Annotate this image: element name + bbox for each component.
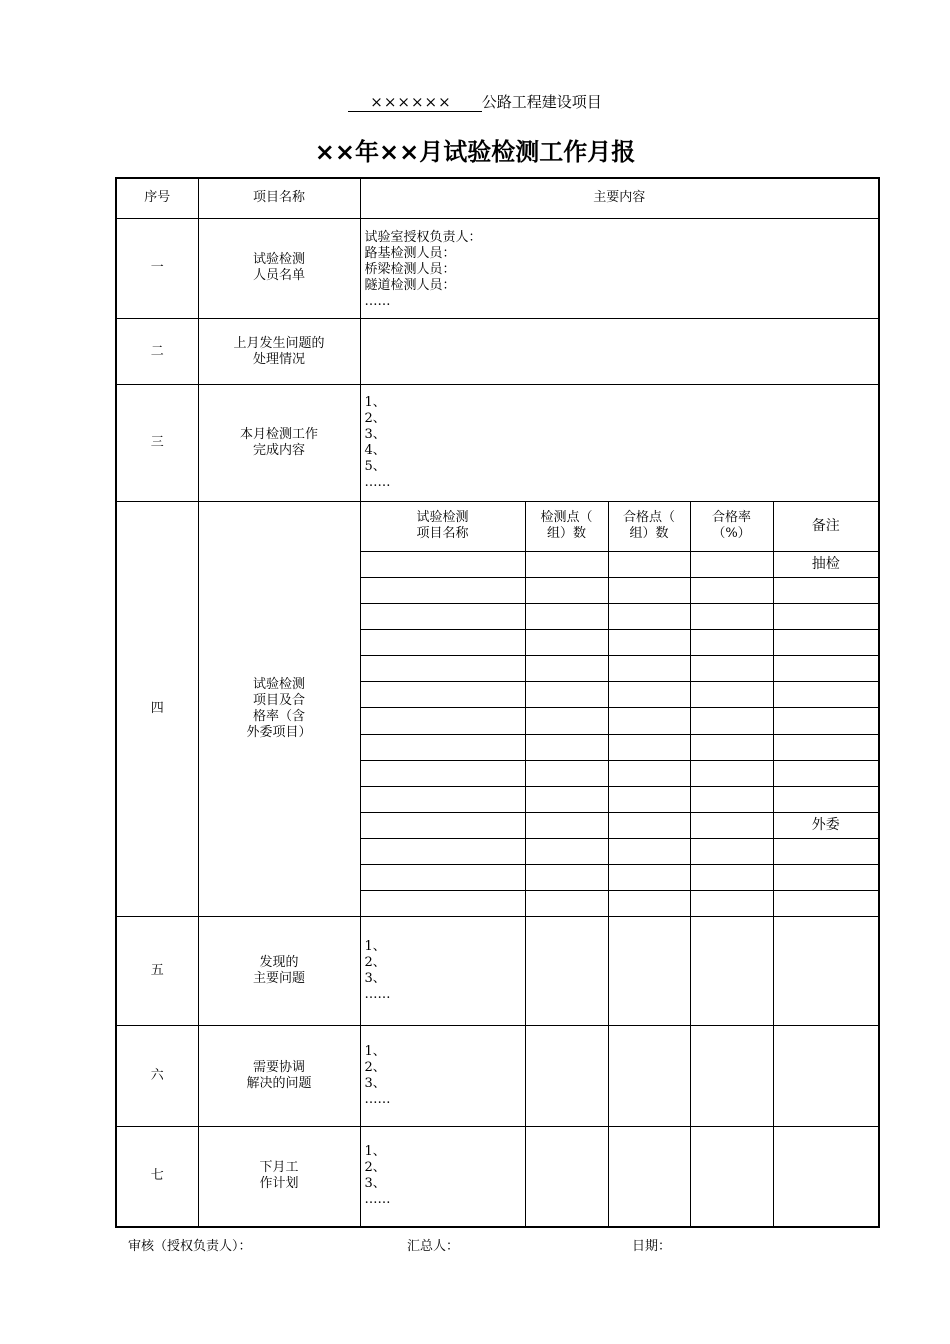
section-content[interactable] — [360, 319, 879, 385]
table-cell[interactable] — [360, 734, 525, 760]
table-cell[interactable] — [608, 577, 690, 603]
table-cell[interactable] — [690, 917, 773, 1025]
subheader-test-item: 试验检测 项目名称 — [360, 501, 525, 551]
table-cell[interactable] — [525, 734, 608, 760]
table-cell[interactable] — [608, 891, 690, 917]
section-row-5 — [116, 917, 879, 1025]
table-cell[interactable] — [773, 786, 879, 812]
table-cell[interactable] — [690, 630, 773, 656]
table-cell[interactable] — [525, 760, 608, 786]
table-cell[interactable] — [773, 577, 879, 603]
table-cell[interactable] — [360, 838, 525, 864]
table-cell[interactable] — [525, 577, 608, 603]
table-cell[interactable] — [360, 812, 525, 838]
table-cell[interactable] — [525, 630, 608, 656]
section-no: 一 — [116, 218, 198, 318]
table-cell[interactable] — [690, 812, 773, 838]
table-cell[interactable] — [608, 865, 690, 891]
table-cell[interactable] — [608, 551, 690, 577]
table-cell[interactable] — [773, 1025, 879, 1126]
table-cell[interactable] — [360, 786, 525, 812]
table-cell[interactable] — [360, 682, 525, 708]
section-content[interactable]: 1、 2、 3、 …… — [360, 1126, 525, 1227]
table-cell[interactable] — [360, 656, 525, 682]
subheader-remarks: 备注 — [773, 501, 879, 551]
section-name: 本月检测工作 完成内容 — [198, 385, 360, 501]
header-item-name: 项目名称 — [198, 178, 360, 218]
table-cell[interactable] — [773, 656, 879, 682]
table-cell[interactable] — [360, 760, 525, 786]
table-cell[interactable] — [360, 577, 525, 603]
table-cell[interactable] — [608, 734, 690, 760]
table-cell[interactable] — [690, 1025, 773, 1126]
table-cell[interactable] — [525, 551, 608, 577]
section-no: 二 — [116, 319, 198, 385]
section-no: 六 — [116, 1025, 198, 1126]
table-cell[interactable] — [690, 734, 773, 760]
table-cell[interactable] — [525, 812, 608, 838]
table-cell[interactable] — [773, 865, 879, 891]
table-cell[interactable] — [608, 760, 690, 786]
table-cell[interactable] — [773, 1126, 879, 1227]
section-name: 试验检测 项目及合 格率（含 外委项目） — [198, 501, 360, 917]
date-label: 日期： — [632, 1239, 672, 1254]
table-cell[interactable] — [690, 786, 773, 812]
section-no: 七 — [116, 1126, 198, 1227]
table-cell[interactable] — [690, 604, 773, 630]
table-cell[interactable] — [690, 551, 773, 577]
table-cell[interactable] — [525, 708, 608, 734]
table-cell[interactable] — [525, 604, 608, 630]
section-row-6 — [116, 1025, 879, 1126]
remark-sampling: 抽检 — [773, 551, 879, 577]
section-row-2 — [116, 319, 879, 385]
table-cell[interactable] — [690, 708, 773, 734]
table-cell[interactable] — [773, 838, 879, 864]
section-name: 上月发生问题的 处理情况 — [198, 319, 360, 385]
table-cell[interactable] — [525, 917, 608, 1025]
table-cell[interactable] — [360, 891, 525, 917]
section-content[interactable]: 试验室授权负责人： 路基检测人员： 桥梁检测人员： 隧道检测人员： …… — [360, 218, 879, 318]
table-cell[interactable] — [525, 786, 608, 812]
section-no: 四 — [116, 501, 198, 917]
project-name-suffix: 公路工程建设项目 — [481, 93, 602, 111]
table-cell[interactable] — [608, 630, 690, 656]
header-main-content: 主要内容 — [360, 178, 879, 218]
table-cell[interactable] — [690, 656, 773, 682]
table-cell[interactable] — [773, 917, 879, 1025]
table-cell[interactable] — [690, 865, 773, 891]
section-row-1 — [116, 218, 879, 318]
table-cell[interactable] — [360, 708, 525, 734]
section-row-3 — [116, 385, 879, 501]
table-cell[interactable] — [773, 604, 879, 630]
remark-outsourced: 外委 — [773, 812, 879, 838]
table-cell[interactable] — [360, 604, 525, 630]
page-title: ××年××月试验检测工作月报 — [314, 138, 636, 166]
table-cell[interactable] — [608, 917, 690, 1025]
reviewer-label: 审核（授权负责人）： — [128, 1239, 252, 1254]
table-cell[interactable] — [773, 734, 879, 760]
table-cell[interactable] — [608, 682, 690, 708]
monthly-report-table — [115, 177, 880, 1228]
section-name: 发现的 主要问题 — [198, 917, 360, 1025]
table-cell[interactable] — [608, 1126, 690, 1227]
table-cell[interactable] — [690, 1126, 773, 1227]
project-name-line — [0, 91, 950, 112]
table-cell[interactable] — [608, 838, 690, 864]
table-cell[interactable] — [608, 656, 690, 682]
table-cell[interactable] — [525, 656, 608, 682]
table-cell[interactable] — [690, 682, 773, 708]
section-content[interactable]: 1、 2、 3、 4、 5、 …… — [360, 385, 879, 501]
table-cell[interactable] — [690, 577, 773, 603]
table-cell[interactable] — [608, 604, 690, 630]
table-cell[interactable] — [773, 708, 879, 734]
table-cell[interactable] — [608, 812, 690, 838]
table-cell[interactable] — [608, 708, 690, 734]
compiler-label: 汇总人： — [407, 1239, 460, 1254]
section-content[interactable]: 1、 2、 3、 …… — [360, 1025, 525, 1126]
section-row-4-subheader — [116, 501, 879, 551]
table-cell[interactable] — [360, 865, 525, 891]
table-cell[interactable] — [773, 682, 879, 708]
subheader-qualified-points: 合格点（ 组）数 — [608, 501, 690, 551]
section-content[interactable]: 1、 2、 3、 …… — [360, 917, 525, 1025]
section-no: 三 — [116, 385, 198, 501]
section-name: 下月工 作计划 — [198, 1126, 360, 1227]
section-no: 五 — [116, 917, 198, 1025]
table-header-row — [116, 178, 879, 218]
header-no: 序号 — [116, 178, 198, 218]
table-cell[interactable] — [360, 630, 525, 656]
table-cell[interactable] — [525, 891, 608, 917]
table-cell[interactable] — [773, 891, 879, 917]
table-cell[interactable] — [690, 838, 773, 864]
table-cell[interactable] — [525, 865, 608, 891]
section-name: 试验检测 人员名单 — [198, 218, 360, 318]
table-cell[interactable] — [690, 760, 773, 786]
table-cell[interactable] — [525, 1126, 608, 1227]
subheader-pass-rate: 合格率 （%） — [690, 501, 773, 551]
subheader-test-points: 检测点（ 组）数 — [525, 501, 608, 551]
table-cell[interactable] — [773, 760, 879, 786]
project-name-placeholder: ×××××× — [348, 93, 481, 112]
table-cell[interactable] — [360, 551, 525, 577]
table-cell[interactable] — [525, 1025, 608, 1126]
signature-footer — [0, 1235, 950, 1255]
table-cell[interactable] — [773, 630, 879, 656]
table-cell[interactable] — [608, 786, 690, 812]
table-cell[interactable] — [690, 891, 773, 917]
table-cell[interactable] — [608, 1025, 690, 1126]
section-row-7 — [116, 1126, 879, 1227]
section-name: 需要协调 解决的问题 — [198, 1025, 360, 1126]
table-cell[interactable] — [525, 682, 608, 708]
table-cell[interactable] — [525, 838, 608, 864]
